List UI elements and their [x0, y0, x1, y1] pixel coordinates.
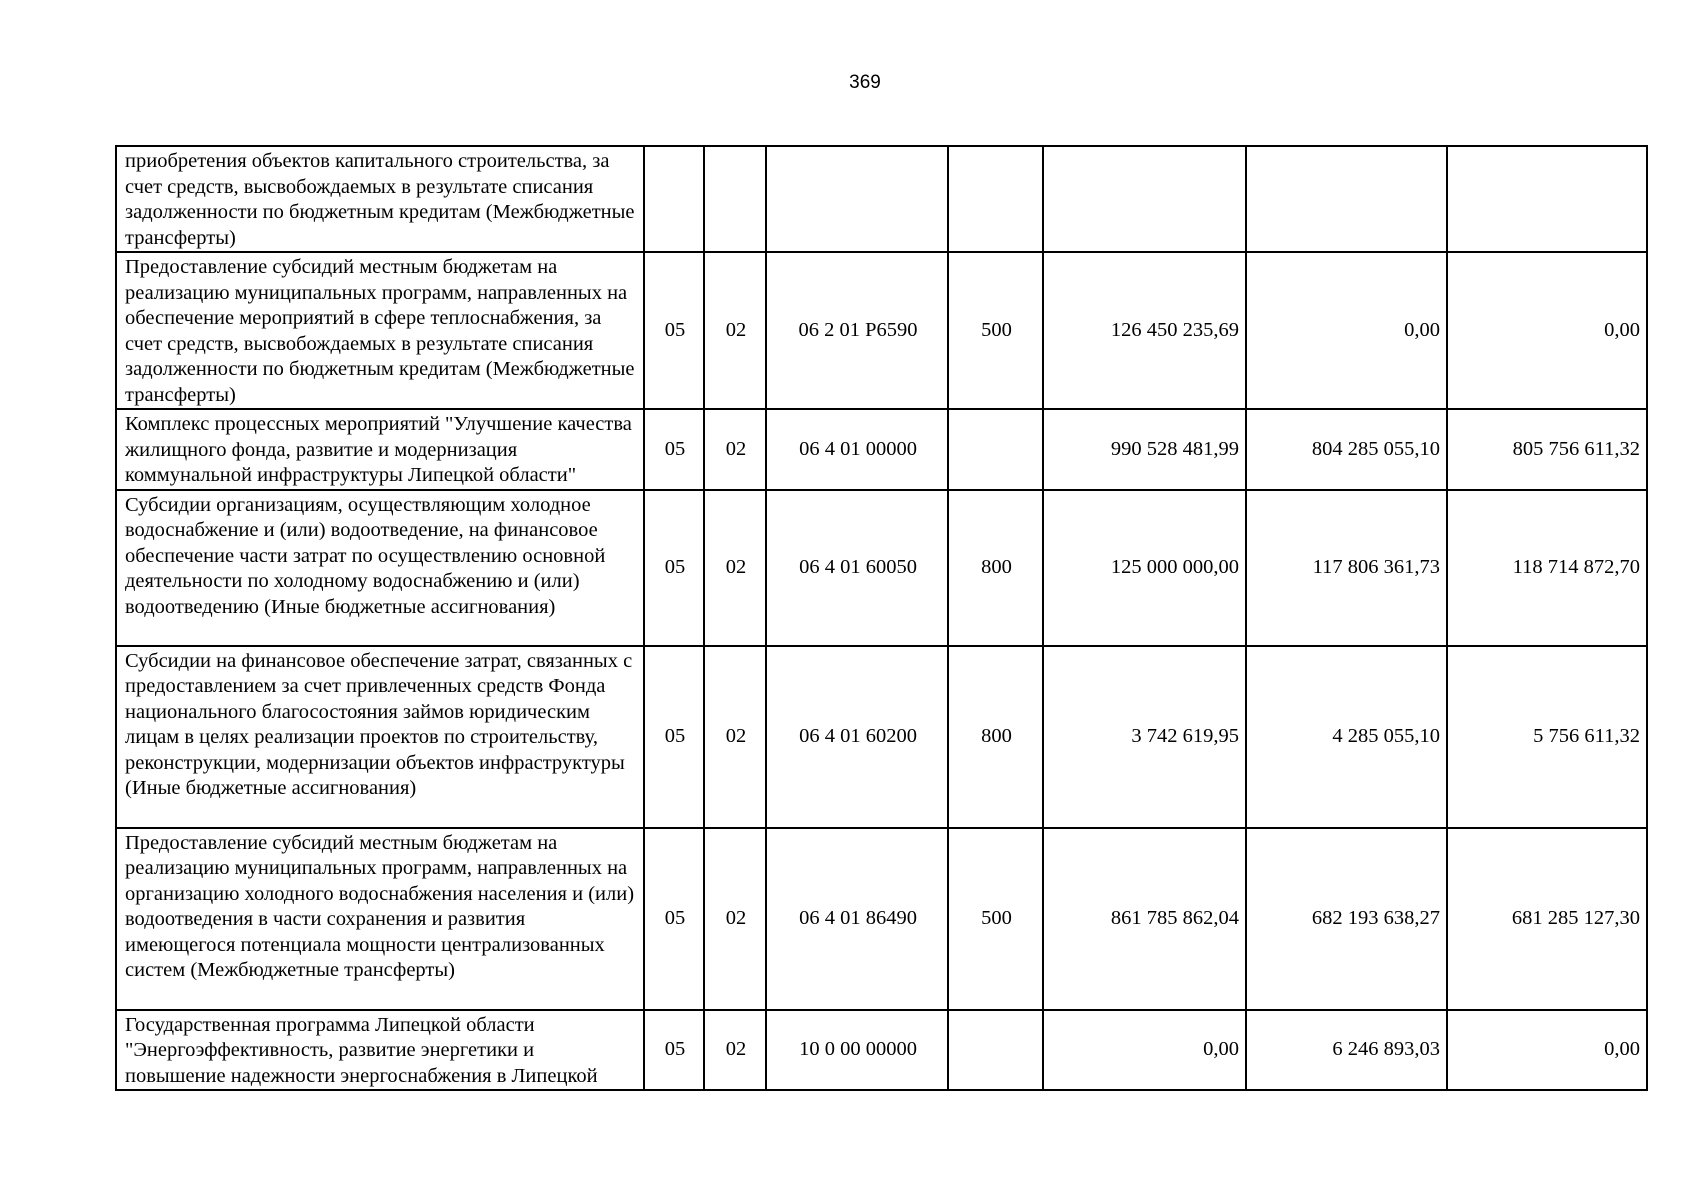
table-row	[116, 490, 1647, 646]
row-description: Предоставление субсидий местным бюджетам на реализацию муниципальных программ, направленных на организацию холодного водоснабжения населения и (или) водоотведения в части сохранения и развития имеющегося потенциала мощности централизованных систем (Межбюджетные трансферты)	[116, 828, 644, 1010]
table-row	[116, 646, 1647, 828]
row-description: Комплекс процессных мероприятий "Улучшение качества жилищного фонда, развитие и модернизация коммунальной инфраструктуры Липецкой области"	[116, 409, 644, 490]
amount-year-1	[1043, 146, 1246, 252]
target-article-code: 06 4 01 86490	[766, 828, 948, 1010]
amount-year-3: 805 756 611,32	[1447, 409, 1647, 490]
section-code: 05	[644, 490, 704, 646]
row-description: приобретения объектов капитального строительства, за счет средств, высвобождаемых в результате списания задолженности по бюджетным кредитам (Межбюджетные трансферты)	[116, 146, 644, 252]
subsection-code: 02	[704, 828, 766, 1010]
amount-year-3: 0,00	[1447, 1010, 1647, 1091]
expense-type-code	[948, 146, 1043, 252]
subsection-code: 02	[704, 646, 766, 828]
section-code: 05	[644, 252, 704, 409]
subsection-code: 02	[704, 252, 766, 409]
amount-year-1: 990 528 481,99	[1043, 409, 1246, 490]
subsection-code: 02	[704, 490, 766, 646]
amount-year-3: 118 714 872,70	[1447, 490, 1647, 646]
expense-type-code	[948, 409, 1043, 490]
amount-year-2: 6 246 893,03	[1246, 1010, 1447, 1091]
expense-type-code: 500	[948, 828, 1043, 1010]
amount-year-2: 0,00	[1246, 252, 1447, 409]
table-row	[116, 409, 1647, 490]
table-row	[116, 252, 1647, 409]
section-code: 05	[644, 646, 704, 828]
page-number: 369	[849, 72, 881, 93]
amount-year-3: 5 756 611,32	[1447, 646, 1647, 828]
row-description: Субсидии на финансовое обеспечение затрат, связанных с предоставлением за счет привлеченных средств Фонда национального благосостояния займов юридическим лицам в целях реализации проектов по строительству, реконструкции, модернизации объектов инфраструктуры (Иные бюджетные ассигнования)	[116, 646, 644, 828]
row-description: Государственная программа Липецкой области "Энергоэффективность, развитие энергетики и повышение надежности энергоснабжения в Липецкой	[116, 1010, 644, 1091]
expense-type-code	[948, 1010, 1043, 1091]
target-article-code: 06 4 01 60050	[766, 490, 948, 646]
subsection-code: 02	[704, 1010, 766, 1091]
target-article-code: 06 4 01 00000	[766, 409, 948, 490]
amount-year-2: 4 285 055,10	[1246, 646, 1447, 828]
expense-type-code: 500	[948, 252, 1043, 409]
amount-year-2	[1246, 146, 1447, 252]
section-code	[644, 146, 704, 252]
section-code: 05	[644, 828, 704, 1010]
amount-year-1: 0,00	[1043, 1010, 1246, 1091]
amount-year-1: 3 742 619,95	[1043, 646, 1246, 828]
amount-year-3	[1447, 146, 1647, 252]
target-article-code	[766, 146, 948, 252]
target-article-code: 10 0 00 00000	[766, 1010, 948, 1091]
subsection-code	[704, 146, 766, 252]
target-article-code: 06 4 01 60200	[766, 646, 948, 828]
budget-table	[115, 145, 1648, 1091]
amount-year-3: 0,00	[1447, 252, 1647, 409]
row-description: Предоставление субсидий местным бюджетам на реализацию муниципальных программ, направленных на обеспечение мероприятий в сфере теплоснабжения, за счет средств, высвобождаемых в результате списания задолженности по бюджетным кредитам (Межбюджетные трансферты)	[116, 252, 644, 409]
amount-year-3: 681 285 127,30	[1447, 828, 1647, 1010]
table-row	[116, 146, 1647, 252]
section-code: 05	[644, 409, 704, 490]
target-article-code: 06 2 01 P6590	[766, 252, 948, 409]
table-row	[116, 828, 1647, 1010]
amount-year-2: 804 285 055,10	[1246, 409, 1447, 490]
expense-type-code: 800	[948, 490, 1043, 646]
table-row	[116, 1010, 1647, 1091]
amount-year-2: 117 806 361,73	[1246, 490, 1447, 646]
expense-type-code: 800	[948, 646, 1043, 828]
amount-year-2: 682 193 638,27	[1246, 828, 1447, 1010]
row-description: Субсидии организациям, осуществляющим холодное водоснабжение и (или) водоотведение, на финансовое обеспечение части затрат по осуществлению основной деятельности по холодному водоснабжению и (или) водоотведению (Иные бюджетные ассигнования)	[116, 490, 644, 646]
section-code: 05	[644, 1010, 704, 1091]
subsection-code: 02	[704, 409, 766, 490]
amount-year-1: 861 785 862,04	[1043, 828, 1246, 1010]
amount-year-1: 125 000 000,00	[1043, 490, 1246, 646]
amount-year-1: 126 450 235,69	[1043, 252, 1246, 409]
